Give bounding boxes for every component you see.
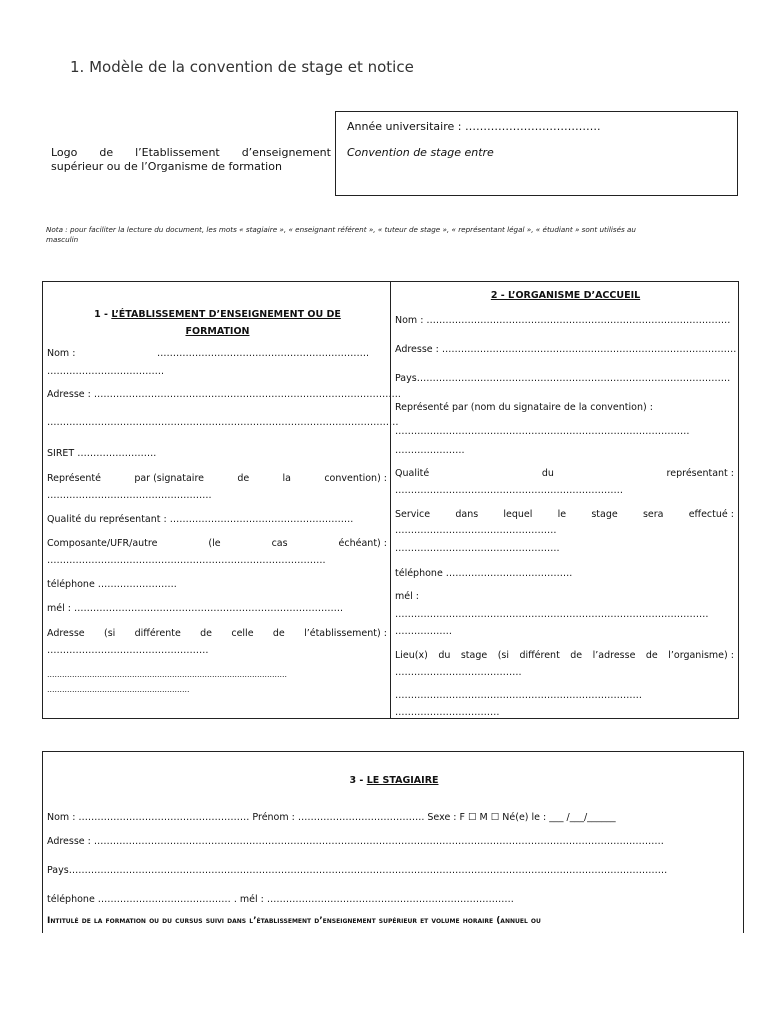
org-pays-field[interactable]: Pays……………………………………………………………………………………… bbox=[395, 373, 731, 384]
section-etablissement bbox=[42, 281, 401, 719]
org-nom-field[interactable]: Nom : …………………………………………………………………………………… bbox=[395, 315, 731, 326]
annee-universitaire[interactable]: Année universitaire : ………………………………. bbox=[347, 120, 601, 133]
etab-nom-field[interactable]: …………………………………………………………. bbox=[157, 348, 370, 359]
etab-represente-label: Représenté par (signataire de la convention) : bbox=[47, 473, 387, 484]
etab-adresse2-field-cont[interactable]: …………………………………………………………………………………… bbox=[47, 670, 287, 679]
etab-adresse-field-cont[interactable]: ………………………………………………………………………………………………… bbox=[47, 417, 399, 428]
document-title: 1. Modèle de la convention de stage et notice bbox=[70, 58, 414, 76]
logo-placeholder-text bbox=[51, 146, 331, 174]
stagiaire-adresse-field[interactable]: Adresse : ……………………………………………………………………………………………………………………………………………………………… bbox=[47, 836, 664, 847]
section1-heading: 1 - L’ÉTABLISSEMENT D’ENSEIGNEMENT OU DE FORMATION bbox=[94, 309, 341, 337]
stagiaire-pays-field[interactable]: Pays……………………………………………………………………………………………………………………………………………………………………… bbox=[47, 865, 668, 876]
stagiaire-identite-fields[interactable]: Nom : ……………………………………………… Prénom : …………………………………. Sexe : F ☐ M ☐ Né(e) le : ___ /___/______ bbox=[47, 812, 616, 823]
etab-adresse-field[interactable]: Adresse : ……………………………………………………………………………………. bbox=[47, 389, 401, 400]
org-service-field-cont[interactable]: ……………………………………………. bbox=[395, 543, 560, 554]
etab-nom-label: Nom : bbox=[47, 348, 76, 359]
section-stagiaire bbox=[42, 751, 744, 933]
org-qualite-label: Qualité du représentant : bbox=[395, 468, 734, 479]
convention-entre: Convention de stage entre bbox=[347, 146, 494, 159]
org-mel-field-cont[interactable]: ……………… bbox=[395, 626, 452, 637]
nota-text: Nota : pour faciliter la lecture du document, les mots « stagiaire », « enseignant référent », « tuteur de stage », « représentant légal », « étudiant » sont utilisés au masculin bbox=[46, 225, 636, 244]
etab-composante-field[interactable]: ……………………………………………………………………………. bbox=[47, 555, 326, 566]
etab-siret-field[interactable]: SIRET ……………………. bbox=[47, 448, 157, 459]
org-qualite-field[interactable]: ……………………………………………………………… bbox=[395, 485, 623, 496]
etab-adresse2-field[interactable]: …………………………………………… bbox=[47, 645, 209, 656]
org-mel-label: mél : bbox=[395, 591, 419, 602]
org-lieu-field-cont[interactable]: …………………………………………………………………… bbox=[395, 690, 642, 701]
org-lieu-field[interactable]: …………………………………. bbox=[395, 667, 522, 678]
org-telephone-field[interactable]: téléphone …………………………………. bbox=[395, 568, 573, 579]
etab-adresse2-field-cont2[interactable]: ………………………………………………… bbox=[47, 685, 190, 694]
org-represente-label: Représenté par (nom du signataire de la convention) : bbox=[395, 402, 653, 413]
section-organisme-accueil bbox=[390, 281, 739, 719]
etab-mel-field[interactable]: mél : …………………………………………………………………………. bbox=[47, 603, 343, 614]
stagiaire-contact-fields[interactable]: téléphone …………………………………… . mél : …………………………………………………………………… bbox=[47, 894, 514, 905]
etab-represente-field[interactable]: ……………………………………………. bbox=[47, 490, 212, 501]
logo-line-1: Logo de l’Etablissement d’enseignement bbox=[51, 146, 331, 159]
etab-telephone-field[interactable]: téléphone ……………………. bbox=[47, 579, 177, 590]
org-mel-field[interactable]: ……………………………………………………………………………………… bbox=[395, 609, 709, 620]
header-box bbox=[335, 111, 738, 196]
section3-heading: 3 - LE STAGIAIRE bbox=[349, 775, 439, 786]
etab-nom-field-cont[interactable]: ………………………………. bbox=[47, 366, 165, 377]
section2-heading: 2 - L’ORGANISME D’ACCUEIL bbox=[490, 290, 641, 301]
stagiaire-intitule-label: Intitulé de la formation ou du cursus suivi dans l’établissement d’enseignement supérieur et volume horaire (annuel ou bbox=[47, 916, 541, 926]
org-lieu-field-cont2[interactable]: …………………………… bbox=[395, 707, 500, 718]
org-adresse-field[interactable]: Adresse : ………………………………………………………………………………… bbox=[395, 344, 737, 355]
etab-qualite-field[interactable]: Qualité du représentant : …………………………………………………. bbox=[47, 514, 354, 525]
logo-line-2: supérieur ou de l’Organisme de formation bbox=[51, 160, 282, 173]
etab-adresse2-label: Adresse (si différente de celle de l’établissement) : bbox=[47, 628, 387, 639]
org-lieu-label: Lieu(x) du stage (si différent de l’adresse de l’organisme) : bbox=[395, 650, 734, 661]
org-represente-field[interactable]: ………………………………………………………………………………… bbox=[395, 426, 690, 437]
etab-composante-label: Composante/UFR/autre (le cas échéant) : bbox=[47, 538, 387, 549]
org-service-label: Service dans lequel le stage sera effectué : bbox=[395, 509, 734, 520]
org-service-field[interactable]: …………………………………………… bbox=[395, 525, 557, 536]
org-represente-field-cont[interactable]: …………………. bbox=[395, 445, 465, 456]
